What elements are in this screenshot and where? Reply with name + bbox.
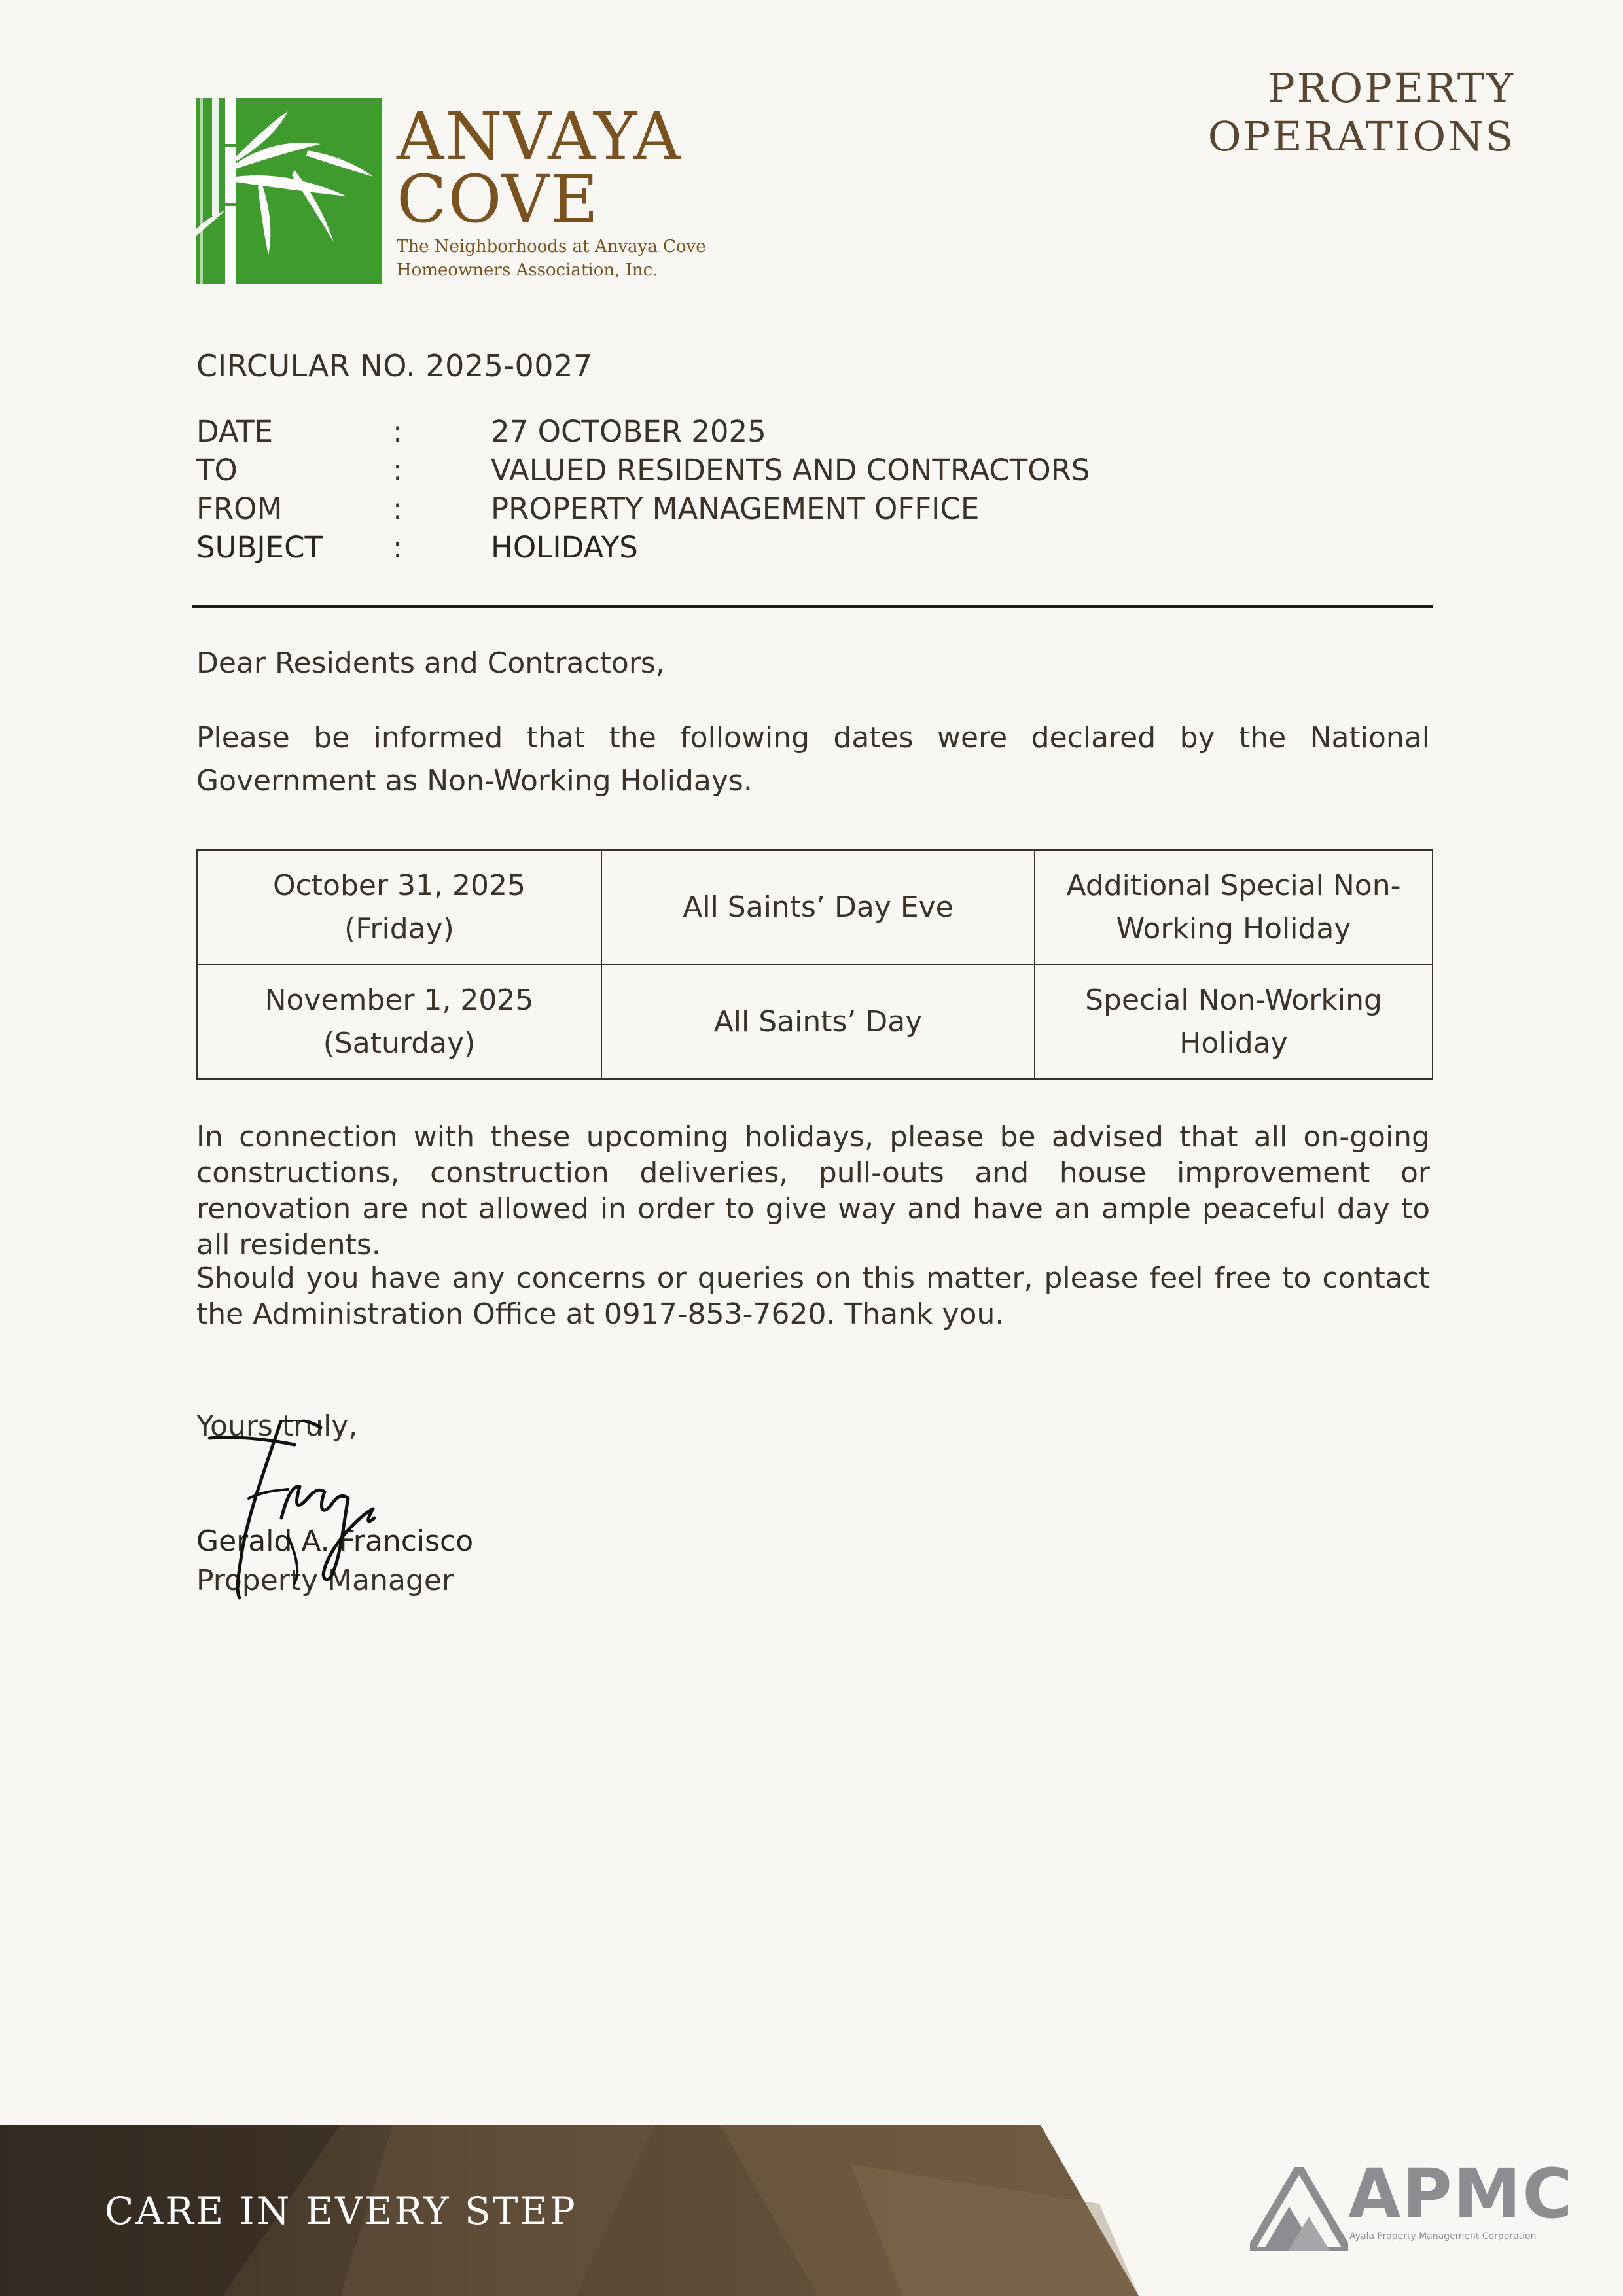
signer-title: Property Manager — [196, 1564, 454, 1597]
holiday-day: (Friday) — [344, 911, 454, 945]
holiday-type-line2: Holiday — [1179, 1026, 1288, 1060]
anvaya-cove-logo — [196, 98, 733, 288]
holiday-date-cell — [197, 964, 601, 1079]
holiday-type-line1: Special Non-Working — [1085, 983, 1382, 1017]
holiday-type-cell — [1035, 850, 1433, 964]
holiday-date-cell — [197, 850, 601, 964]
meta-colon: : — [393, 491, 403, 526]
apmc-subtitle: Ayala Property Management Corporation — [1349, 2231, 1537, 2242]
holiday-name: All Saints’ Day — [713, 1004, 923, 1038]
meta-colon: : — [393, 530, 403, 565]
table-row — [197, 964, 1433, 1079]
signer-name: Gerald A. Francisco — [196, 1525, 474, 1558]
apmc-mountain-icon — [1250, 2167, 1348, 2251]
holiday-name-cell — [601, 964, 1035, 1079]
holidays-table — [196, 849, 1433, 1080]
holiday-date: November 1, 2025 — [264, 983, 534, 1017]
contact-paragraph: Should you have any concerns or queries on this matter, please feel free to contact the Administration Office at 0917-853-7620. Thank you. — [196, 1262, 1430, 1331]
department-line1: PROPERTY — [1267, 64, 1515, 112]
handwritten-signature — [196, 1420, 419, 1603]
circular-number: CIRCULAR NO. 2025-0027 — [196, 348, 593, 383]
holiday-name-cell — [601, 850, 1035, 964]
brand-subtitle-line2: Homeowners Association, Inc. — [397, 260, 658, 280]
holiday-type-cell — [1035, 964, 1433, 1079]
meta-value: PROPERTY MANAGEMENT OFFICE — [491, 491, 980, 526]
brand-name-line1: ANVAYA — [397, 98, 682, 175]
meta-label: SUBJECT — [196, 530, 323, 565]
meta-label: DATE — [196, 414, 274, 449]
brand-subtitle-line1: The Neighborhoods at Anvaya Cove — [397, 237, 706, 256]
meta-value: HOLIDAYS — [491, 530, 638, 565]
intro-paragraph: Please be informed that the following dates were declared by the National Government as Non-Working Holidays. — [196, 721, 1430, 798]
apmc-logo — [1250, 2154, 1574, 2250]
meta-label: FROM — [196, 491, 283, 526]
bamboo-logo-icon — [196, 98, 382, 284]
holiday-name: All Saints’ Day Eve — [683, 890, 954, 924]
brand-name-line2: COVE — [397, 161, 599, 238]
department-heading — [1208, 64, 1515, 161]
meta-label: TO — [196, 453, 238, 487]
meta-colon: : — [393, 453, 403, 487]
meta-value: 27 OCTOBER 2025 — [491, 414, 766, 449]
meta-colon: : — [393, 414, 403, 449]
department-line2: OPERATIONS — [1207, 113, 1515, 160]
header-divider — [192, 605, 1433, 608]
meta-value: VALUED RESIDENTS AND CONTRACTORS — [491, 453, 1090, 487]
holiday-date: October 31, 2025 — [272, 868, 526, 902]
apmc-wordmark: APMC — [1348, 2154, 1574, 2234]
holiday-type-line1: Additional Special Non- — [1066, 868, 1401, 902]
advisory-paragraph: In connection with these upcoming holidays, please be advised that all on-going constructions, construction deliveries, pull-outs and house improvement or renovation are not allowed in order to give way and have an ample peaceful day to all residents. — [196, 1120, 1430, 1262]
holiday-day: (Saturday) — [323, 1026, 476, 1060]
salutation: Dear Residents and Contractors, — [196, 646, 665, 680]
closing: Yours truly, — [196, 1409, 358, 1443]
table-row — [197, 850, 1433, 964]
holiday-type-line2: Working Holiday — [1116, 911, 1351, 945]
footer-tagline: CARE IN EVERY STEP — [105, 2189, 577, 2233]
